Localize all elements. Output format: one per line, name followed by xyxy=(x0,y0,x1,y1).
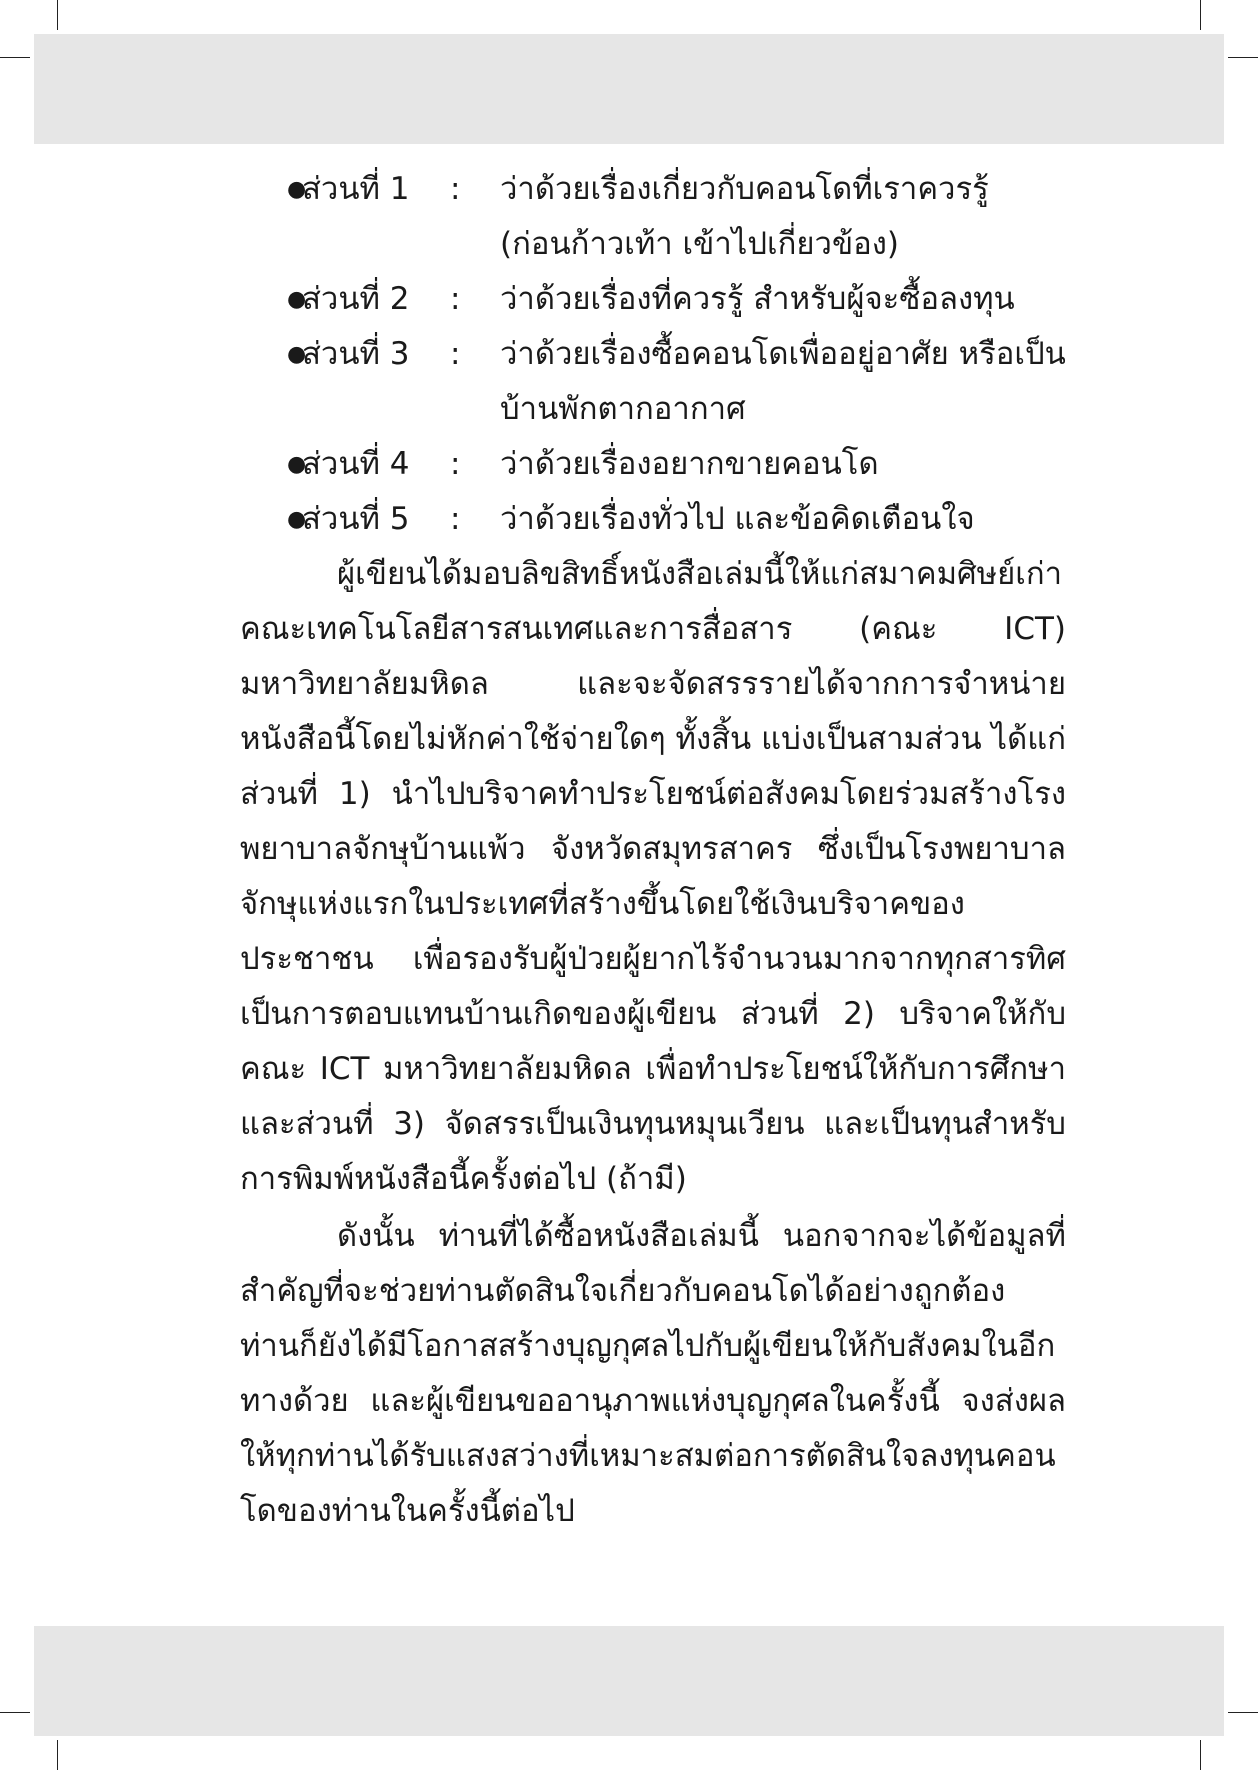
section-colon: : xyxy=(450,501,461,537)
paragraph-conclusion: ดังนั้น ท่านที่ได้ซื้อหนังสือเล่มนี้ นอกจากจะได้ข้อมูลที่สำคัญที่จะช่วยท่านตัดสินใจเกี่ยวกับคอนโดได้อย่างถูกต้อง ท่านก็ยังได้มีโอกาสสร้างบุญกุศลไปกับผู้เขียนให้กับสังคมในอีกทางด้วย และผู้เขียนขออานุภาพแห่งบุญกุศลในครั้งนี้ จงส่งผลให้ทุกท่านได้รับแสงสว่างที่เหมาะสมต่อการตัดสินใจลงทุนคอนโดของท่านในครั้งนี้ต่อไป xyxy=(240,1218,1066,1529)
paragraph-copyright-donation: ผู้เขียนได้มอบลิขสิทธิ์หนังสือเล่มนี้ให้แก่สมาคมศิษย์เก่าคณะเทคโนโลยีสารสนเทศและการสื่อสาร (คณะ ICT) มหาวิทยาลัยมหิดล และจะจัดสรรรายได้จากการจำหน่ายหนังสือนี้โดยไม่หักค่าใช้จ่ายใดๆ ทั้งสิ้น แบ่งเป็นสามส่วน ได้แก่ ส่วนที่ 1) นำไปบริจาคทำประโยชน์ต่อสังคมโดยร่วมสร้างโรงพยาบาลจักษุบ้านแพ้ว จังหวัดสมุทรสาคร ซึ่งเป็นโรงพยาบาลจักษุแห่งแรกในประเทศที่สร้างขึ้นโดยใช้เงินบริจาคของประชาชน เพื่อรองรับผู้ป่วยผู้ยากไร้จำนวนมากจากทุกสารทิศ เป็นการตอบแทนบ้านเกิดของผู้เขียน ส่วนที่ 2) บริจาคให้กับคณะ ICT มหาวิทยาลัยมหิดล เพื่อทำประโยชน์ให้กับการศึกษา และส่วนที่ 3) จัดสรรเป็นเงินทุนหมุนเวียน และเป็นทุนสำหรับการพิมพ์หนังสือนี้ครั้งต่อไป (ถ้ามี) xyxy=(240,556,1066,1197)
section-label: ส่วนที่ 5 xyxy=(302,501,410,537)
bullet-dot: ● xyxy=(287,452,307,477)
section-text: ว่าด้วยเรื่องซื้อคอนโดเพื่ออยู่อาศัย หรือเป็นบ้านพักตากอากาศ xyxy=(500,336,1066,427)
crop-mark-top-left xyxy=(57,0,58,30)
section-label: ส่วนที่ 1 xyxy=(302,171,410,207)
section-text: ว่าด้วยเรื่องเกี่ยวกับคอนโดที่เราควรรู้ (ก่อนก้าวเท้า เข้าไปเกี่ยวข้อง) xyxy=(500,171,989,262)
header-band xyxy=(34,34,1224,144)
section-item-2 xyxy=(240,272,1066,327)
crop-mark-left-top xyxy=(0,57,30,58)
section-list xyxy=(240,162,1066,547)
section-label: ส่วนที่ 3 xyxy=(302,336,410,372)
section-item-4 xyxy=(240,437,1066,492)
crop-mark-bottom-right xyxy=(1200,1740,1201,1770)
crop-mark-bottom-left xyxy=(57,1740,58,1770)
section-text: ว่าด้วยเรื่องที่ควรรู้ สำหรับผู้จะซื้อลงทุน xyxy=(500,281,1015,317)
section-text: ว่าด้วยเรื่องทั่วไป และข้อคิดเตือนใจ xyxy=(500,501,975,537)
crop-mark-right-top xyxy=(1228,57,1258,58)
section-text: ว่าด้วยเรื่องอยากขายคอนโด xyxy=(500,446,879,482)
section-colon: : xyxy=(450,336,461,372)
page-content xyxy=(240,162,1066,1539)
section-item-1 xyxy=(240,162,1066,272)
section-label: ส่วนที่ 4 xyxy=(302,446,410,482)
section-item-3 xyxy=(240,327,1066,437)
section-colon: : xyxy=(450,281,461,317)
section-colon: : xyxy=(450,446,461,482)
bullet-dot: ● xyxy=(287,342,307,367)
crop-mark-right-bottom xyxy=(1228,1712,1258,1713)
footer-band xyxy=(34,1626,1224,1736)
bullet-dot: ● xyxy=(287,177,307,202)
crop-mark-top-right xyxy=(1200,0,1201,30)
crop-mark-left-bottom xyxy=(0,1712,30,1713)
section-colon: : xyxy=(450,171,461,207)
section-item-5 xyxy=(240,492,1066,547)
bullet-dot: ● xyxy=(287,507,307,532)
section-label: ส่วนที่ 2 xyxy=(302,281,410,317)
bullet-dot: ● xyxy=(287,287,307,312)
